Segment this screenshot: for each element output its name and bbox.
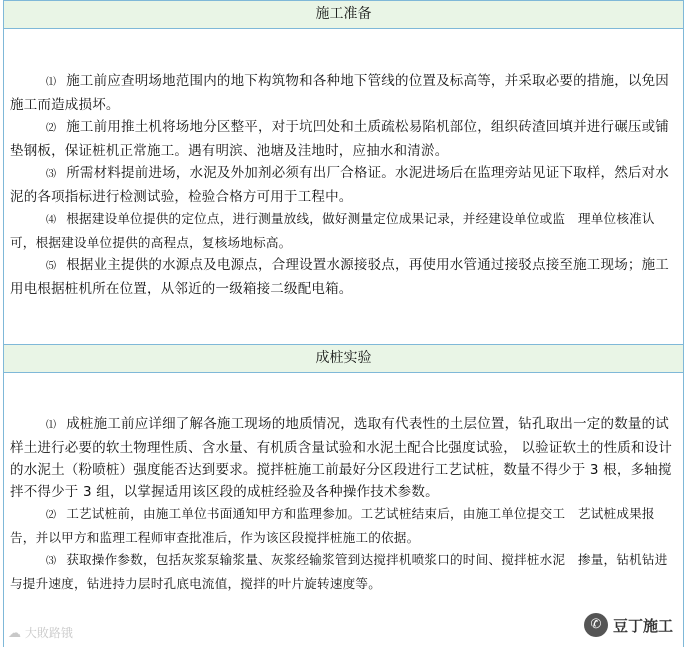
paragraph-text: 工艺试桩前，由施工单位书面通知甲方和监理参加。工艺试桩结束后，由施工单位提交工 艺试桩成果报告，并以甲方和监理工程师审查批准后，作为该区段搅拌桩施工的依据。 <box>10 506 655 545</box>
paragraph <box>10 116 677 162</box>
paragraph <box>10 208 677 254</box>
item-number: ⑶ <box>46 556 57 567</box>
paragraph <box>10 162 677 208</box>
watermark-left <box>8 624 73 641</box>
section-header-preparation: 施工准备 <box>4 0 683 29</box>
watermark-left-text: 大敗路锇 <box>24 626 73 640</box>
paragraph <box>10 503 677 549</box>
paragraph <box>10 254 677 300</box>
paragraph-text: 获取操作参数，包括灰浆泵输浆量、灰浆经输浆管到达搅拌机喷浆口的时间、搅拌桩水泥 掺量，钻机钻进与提升速度，钻进持力层时孔底电流值，搅拌的叶片旋转速度等。 <box>10 552 668 591</box>
document-table <box>3 0 684 647</box>
watermark-right <box>580 611 677 639</box>
section-body-preparation <box>4 29 683 344</box>
paragraph-text: 所需材料提前进场，水泥及外加剂必须有出厂合格证。水泥进场后在监理旁站见证下取样，然后对水泥的各项指标进行检测试验，检验合格方可用于工程中。 <box>10 165 670 205</box>
watermark-icon: ☁ <box>8 626 21 641</box>
section-header-pile-test: 成桩实验 <box>4 344 683 373</box>
paragraph-text: 施工前应查明场地范围内的地下构筑物和各种地下管线的位置及标高等，并采取必要的措施，以免因施工而造成损坏。 <box>10 73 670 113</box>
item-number: ⑵ <box>46 510 57 521</box>
item-number: ⑶ <box>46 169 57 180</box>
paragraph-text: 根据业主提供的水源点及电源点，合理设置水源接驳点，再使用水管通过接驳点接至施工现场；施工用电根据桩机所在位置，从邻近的一级箱接二级配电箱。 <box>10 257 670 297</box>
paragraph-text: 根据建设单位提供的定位点，进行测量放线，做好测量定位成果记录，并经建设单位或监 理单位核准认可，根据建设单位提供的高程点，复核场地标高。 <box>10 211 655 250</box>
item-number: ⑵ <box>46 123 57 134</box>
paragraph-text: 成桩施工前应详细了解各施工现场的地质情况，选取有代表性的土层位置，钻孔取出一定的数量的试样土进行必要的软土物理性质、含水量、有机质含量试验和水泥土配合比强度试验， 以验证软土的性质和设计的水泥土（粉喷桩）强度能否达到要求。搅拌桩施工前最好分区段进行工艺试桩，数量不得少于 3 根，多轴搅拌不得少于 3 组，以掌握适用该区段的成桩经验及各种操作技术参数。 <box>10 416 673 500</box>
item-number: ⑴ <box>46 77 57 88</box>
paragraph <box>10 413 677 503</box>
wechat-logo-icon: ✆ <box>584 613 608 637</box>
item-number: ⑴ <box>46 420 57 431</box>
item-number: ⑸ <box>46 261 57 272</box>
watermark-right-text: 豆丁施工 <box>612 616 673 635</box>
paragraph <box>10 549 677 595</box>
section-body-pile-test <box>4 373 683 595</box>
item-number: ⑷ <box>46 215 57 226</box>
paragraph-text: 施工前用推土机将场地分区整平，对于坑凹处和土质疏松易陷机部位，组织砖渣回填并进行碾压或铺垫钢板，保证桩机正常施工。遇有明滨、池塘及洼地时，应抽水和清淤。 <box>10 119 670 159</box>
paragraph <box>10 70 677 116</box>
